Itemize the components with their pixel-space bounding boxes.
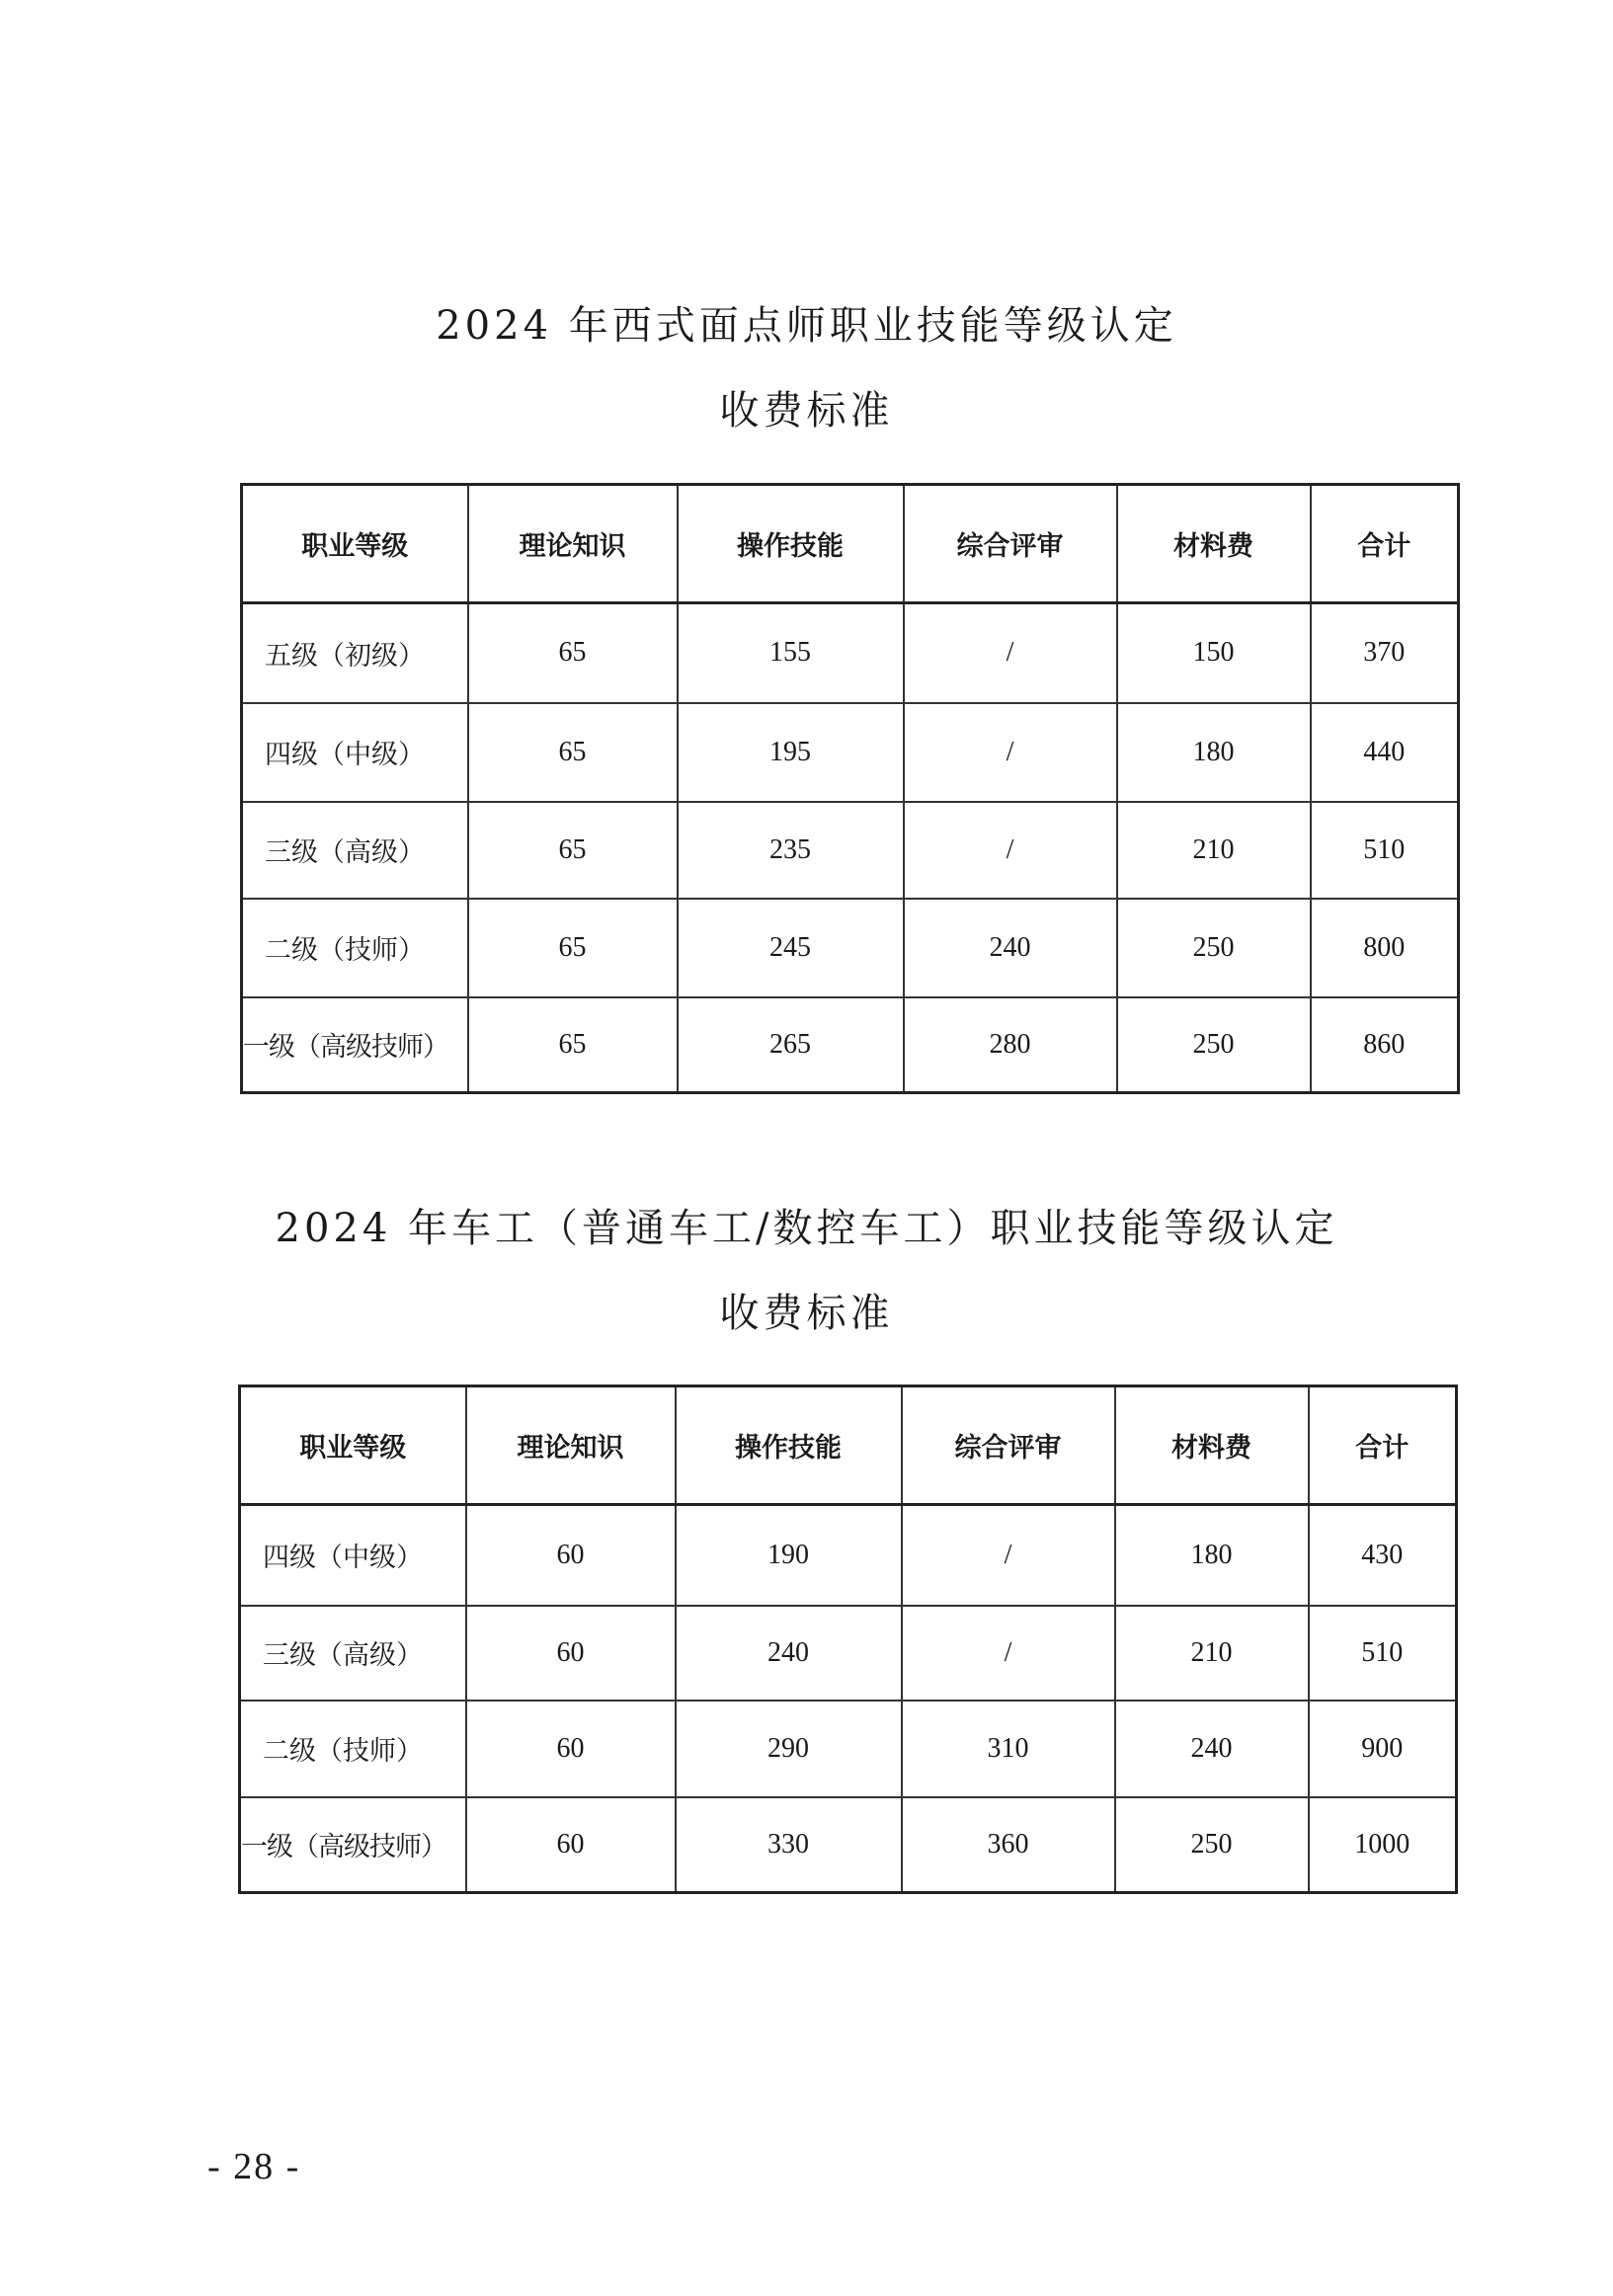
cell-total: 510	[1309, 1606, 1457, 1701]
cell-total: 510	[1311, 802, 1459, 899]
table-1-subtitle: 收费标准	[719, 388, 894, 434]
cell-theory: 65	[468, 802, 678, 899]
cell-material: 250	[1115, 1797, 1309, 1893]
cell-total: 860	[1311, 997, 1459, 1093]
header-cell-level: 职业等级	[240, 1386, 466, 1505]
cell-skill: 190	[676, 1505, 902, 1606]
cell-total: 900	[1309, 1701, 1457, 1797]
cell-review: /	[904, 603, 1117, 703]
table-row	[240, 1701, 1457, 1797]
cell-total: 1000	[1309, 1797, 1457, 1893]
cell-theory: 60	[466, 1797, 676, 1893]
cell-material: 210	[1115, 1606, 1309, 1701]
header-cell-total: 合计	[1311, 485, 1459, 603]
page-number: - 28 -	[207, 2146, 301, 2187]
cell-skill: 240	[676, 1606, 902, 1701]
table-2-subtitle: 收费标准	[719, 1291, 894, 1336]
cell-theory: 60	[466, 1701, 676, 1797]
header-cell-skill: 操作技能	[676, 1386, 902, 1505]
cell-review: 310	[902, 1701, 1115, 1797]
header-cell-review: 综合评审	[902, 1386, 1115, 1505]
cell-review: /	[904, 802, 1117, 899]
table-row	[242, 997, 1459, 1093]
cell-skill: 265	[678, 997, 904, 1093]
cell-review: 240	[904, 899, 1117, 997]
cell-level: 一级（高级技师）	[240, 1797, 466, 1893]
cell-material: 250	[1117, 899, 1311, 997]
cell-skill: 245	[678, 899, 904, 997]
cell-material: 240	[1115, 1701, 1309, 1797]
cell-material: 180	[1117, 703, 1311, 802]
table-row	[240, 1606, 1457, 1701]
table-row	[240, 1797, 1457, 1893]
cell-theory: 65	[468, 603, 678, 703]
header-cell-material: 材料费	[1117, 485, 1311, 603]
header-cell-total: 合计	[1309, 1386, 1457, 1505]
cell-review: /	[902, 1505, 1115, 1606]
cell-skill: 195	[678, 703, 904, 802]
cell-material: 150	[1117, 603, 1311, 703]
cell-level: 四级（中级）	[240, 1505, 466, 1606]
table-2-title: 2024 年车工（普通车工/数控车工）职业技能等级认定	[275, 1206, 1338, 1251]
cell-level: 三级（高级）	[240, 1606, 466, 1701]
table-row	[242, 899, 1459, 997]
table-row	[242, 703, 1459, 802]
header-cell-review: 综合评审	[904, 485, 1117, 603]
header-cell-theory: 理论知识	[468, 485, 678, 603]
cell-review: 360	[902, 1797, 1115, 1893]
table-row	[240, 1505, 1457, 1606]
cell-skill: 330	[676, 1797, 902, 1893]
cell-theory: 60	[466, 1505, 676, 1606]
cell-level: 二级（技师）	[240, 1701, 466, 1797]
cell-review: 280	[904, 997, 1117, 1093]
cell-material: 180	[1115, 1505, 1309, 1606]
table-header-row	[242, 485, 1459, 603]
cell-theory: 65	[468, 899, 678, 997]
cell-skill: 155	[678, 603, 904, 703]
table-1-title: 2024 年西式面点师职业技能等级认定	[436, 303, 1177, 349]
cell-skill: 290	[676, 1701, 902, 1797]
fee-table-2	[238, 1385, 1458, 1894]
cell-total: 370	[1311, 603, 1459, 703]
cell-theory: 65	[468, 997, 678, 1093]
cell-review: /	[904, 703, 1117, 802]
cell-material: 250	[1117, 997, 1311, 1093]
header-cell-skill: 操作技能	[678, 485, 904, 603]
cell-skill: 235	[678, 802, 904, 899]
cell-theory: 65	[468, 703, 678, 802]
cell-total: 440	[1311, 703, 1459, 802]
header-cell-theory: 理论知识	[466, 1386, 676, 1505]
header-cell-material: 材料费	[1115, 1386, 1309, 1505]
cell-level: 三级（高级）	[242, 802, 468, 899]
table-row	[242, 603, 1459, 703]
cell-review: /	[902, 1606, 1115, 1701]
table-header-row	[240, 1386, 1457, 1505]
cell-total: 430	[1309, 1505, 1457, 1606]
cell-level: 二级（技师）	[242, 899, 468, 997]
cell-theory: 60	[466, 1606, 676, 1701]
fee-table-1	[240, 483, 1460, 1094]
cell-material: 210	[1117, 802, 1311, 899]
cell-level: 四级（中级）	[242, 703, 468, 802]
cell-level: 五级（初级）	[242, 603, 468, 703]
header-cell-level: 职业等级	[242, 485, 468, 603]
cell-level: 一级（高级技师）	[242, 997, 468, 1093]
cell-total: 800	[1311, 899, 1459, 997]
table-row	[242, 802, 1459, 899]
